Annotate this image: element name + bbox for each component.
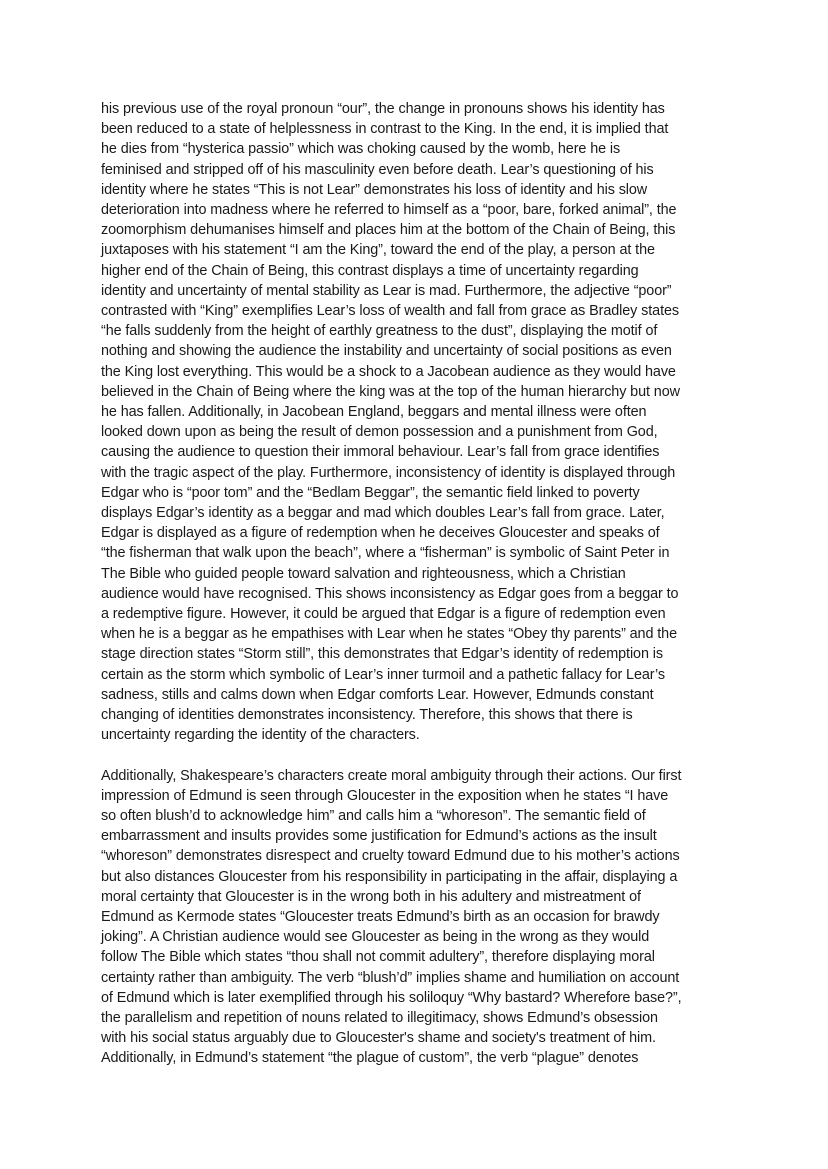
text-line: follow The Bible which states “thou shall not commit adultery”, therefore displaying moral: [101, 949, 655, 966]
text-line: certainty rather than ambiguity. The verb “blush’d” implies shame and humiliation on account: [101, 969, 680, 986]
text-line: moral certainty that Gloucester is in the wrong both in his adultery and mistreatment of: [101, 888, 641, 905]
text-line: Edgar who is “poor tom” and the “Bedlam Beggar”, the semantic field linked to poverty: [101, 484, 640, 501]
text-line: “the fisherman that walk upon the beach”, where a “fisherman” is symbolic of Saint Peter in: [101, 545, 670, 562]
text-line: been reduced to a state of helplessness in contrast to the King. In the end, it is implied that: [101, 121, 669, 138]
text-line: of Edmund which is later exemplified through his soliloquy “Why bastard? Wherefore base?”,: [101, 989, 682, 1006]
text-line: he has fallen. Additionally, in Jacobean England, beggars and mental illness were often: [101, 404, 647, 421]
text-line: “whoreson” demonstrates disrespect and cruelty toward Edmund due to his mother’s actions: [101, 848, 680, 865]
text-line: Additionally, in Edmund’s statement “the plague of custom”, the verb “plague” denotes: [101, 1050, 639, 1067]
text-line: his previous use of the royal pronoun “our”, the change in pronouns shows his identity has: [101, 101, 665, 117]
paragraph-identity: [101, 99, 741, 746]
text-line: Edmund as Kermode states “Gloucester treats Edmund’s birth as an occasion for brawdy: [101, 908, 660, 925]
text-line: identity where he states “This is not Lear” demonstrates his loss of identity and his slow: [101, 181, 648, 198]
text-line: changing of identities demonstrates inconsistency. Therefore, this shows that there is: [101, 707, 633, 724]
text-line: when he is a beggar as he empathises with Lear when he states “Obey thy parents” and the: [101, 626, 677, 643]
text-line: he dies from “hysterica passio” which was choking caused by the womb, here he is: [101, 141, 621, 158]
text-line: looked down upon as being the result of demon possession and a punishment from God,: [101, 424, 658, 441]
text-line: Edgar is displayed as a figure of redemption when he deceives Gloucester and speaks of: [101, 525, 660, 542]
text-line: Additionally, Shakespeare’s characters create moral ambiguity through their actions. Our first: [101, 767, 682, 784]
text-line: the parallelism and repetition of nouns related to illegitimacy, shows Edmund’s obsession: [101, 1009, 658, 1026]
text-line: zoomorphism dehumanises himself and places him at the bottom of the Chain of Being, this: [101, 222, 676, 239]
text-line: joking”. A Christian audience would see Gloucester as being in the wrong as they would: [101, 929, 650, 946]
text-line: juxtaposes with his statement “I am the King”, toward the end of the play, a person at the: [101, 242, 655, 259]
text-line: The Bible who guided people toward salvation and righteousness, which a Christian: [101, 565, 626, 582]
text-line: contrasted with “King” exemplifies Lear’s loss of wealth and fall from grace as Bradley states: [101, 303, 679, 320]
text-line: audience would have recognised. This shows inconsistency as Edgar goes from a beggar to: [101, 585, 679, 602]
text-line: certain as the storm which symbolic of Lear’s inner turmoil and a pathetic fallacy for Lear’s: [101, 666, 665, 683]
text-line: with the tragic aspect of the play. Furthermore, inconsistency of identity is displayed through: [101, 464, 676, 481]
text-line: deterioration into madness where he referred to himself as a “poor, bare, forked animal”, the: [101, 202, 677, 219]
text-line: higher end of the Chain of Being, this contrast displays a time of uncertainty regarding: [101, 262, 639, 279]
text-line: sadness, stills and calms down when Edgar comforts Lear. However, Edmunds constant: [101, 686, 654, 703]
text-line: believed in the Chain of Being where the king was at the top of the human hierarchy but now: [101, 383, 680, 400]
text-line: causing the audience to question their immoral behaviour. Lear’s fall from grace identifies: [101, 444, 660, 461]
text-line: identity and uncertainty of mental stability as Lear is mad. Furthermore, the adjective “poor”: [101, 282, 672, 299]
text-line: but also distances Gloucester from his responsibility in participating in the affair, displaying a: [101, 868, 678, 885]
text-line: uncertainty regarding the identity of the characters.: [101, 727, 420, 744]
paragraph-moral-ambiguity: [101, 766, 741, 1069]
text-line: the King lost everything. This would be a shock to a Jacobean audience as they would have: [101, 363, 676, 380]
text-line: displays Edgar’s identity as a beggar and mad which doubles Lear’s fall from grace. Later,: [101, 505, 665, 522]
text-line: with his social status arguably due to Gloucester's shame and society's treatment of him.: [101, 1030, 656, 1047]
text-line: a redemptive figure. However, it could be argued that Edgar is a figure of redemption even: [101, 606, 666, 623]
text-line: so often blush’d to acknowledge him” and calls him a “whoreson”. The semantic field of: [101, 807, 646, 824]
text-line: nothing and showing the audience the instability and uncertainty of social positions as even: [101, 343, 672, 360]
document-page: [101, 99, 741, 1069]
text-line: impression of Edmund is seen through Gloucester in the exposition when he states “I have: [101, 787, 669, 804]
text-line: feminised and stripped off of his masculinity even before death. Lear’s questioning of his: [101, 161, 654, 178]
text-line: stage direction states “Storm still”, this demonstrates that Edgar’s identity of redemption is: [101, 646, 663, 663]
text-line: embarrassment and insults provides some justification for Edmund’s actions as the insult: [101, 828, 657, 845]
text-line: “he falls suddenly from the height of earthly greatness to the dust”, displaying the motif of: [101, 323, 658, 340]
